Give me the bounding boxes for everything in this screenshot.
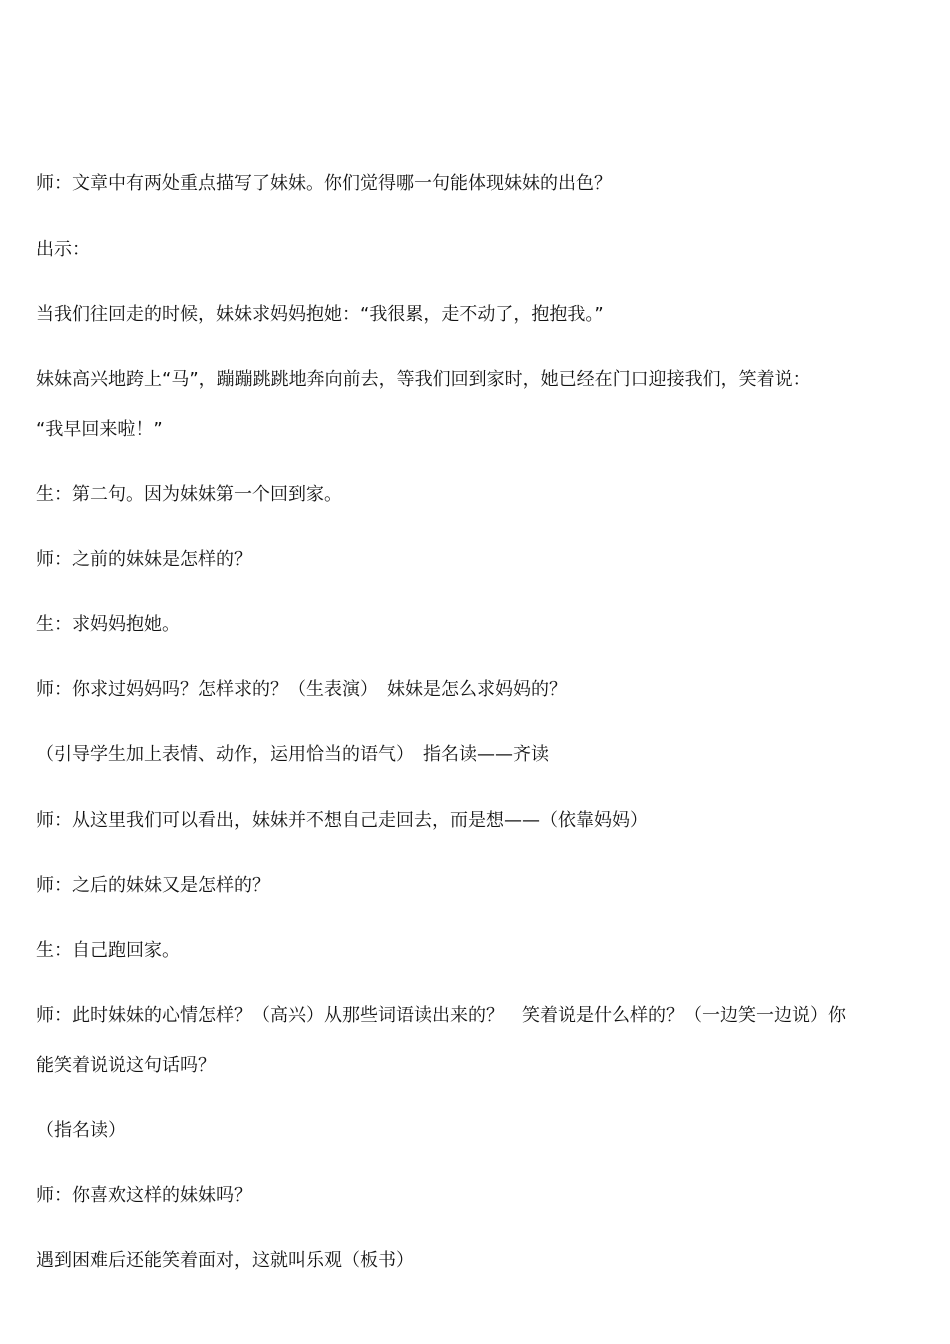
text-line: 师：你求过妈妈吗？怎样求的？（生表演） 妹妹是怎么求妈妈的？ — [36, 679, 567, 700]
text-line: “我早回来啦！” — [36, 419, 163, 440]
text-line: 生：自己跑回家。 — [36, 940, 180, 961]
text-line: 当我们往回走的时候，妹妹求妈妈抱她：“我很累，走不动了，抱抱我。” — [36, 304, 604, 325]
text-line: （指名读） — [36, 1120, 126, 1141]
text-line: 遇到困难后还能笑着面对，这就叫乐观（板书） — [36, 1250, 414, 1271]
text-line: 能笑着说说这句话吗？ — [36, 1055, 216, 1076]
text-line: 师：从这里我们可以看出，妹妹并不想自己走回去，而是想——（依靠妈妈） — [36, 810, 648, 831]
text-line: 出示： — [36, 239, 90, 260]
text-line: 妹妹高兴地跨上“马”，蹦蹦跳跳地奔向前去，等我们回到家时，她已经在门口迎接我们，笑着说： — [36, 369, 811, 390]
text-line: 师：之后的妹妹又是怎样的？ — [36, 875, 270, 896]
text-line: 师：之前的妹妹是怎样的？ — [36, 549, 252, 570]
text-line: 生：第二句。因为妹妹第一个回到家。 — [36, 484, 342, 505]
text-line: 师：文章中有两处重点描写了妹妹。你们觉得哪一句能体现妹妹的出色？ — [36, 173, 612, 194]
text-line: 师：此时妹妹的心情怎样？（高兴）从那些词语读出来的？ 笑着说是什么样的？（一边笑一边说）你 — [36, 1005, 846, 1026]
text-line: 生：求妈妈抱她。 — [36, 614, 180, 635]
text-line: （引导学生加上表情、动作，运用恰当的语气） 指名读——齐读 — [36, 744, 549, 765]
text-line: 师：你喜欢这样的妹妹吗？ — [36, 1185, 252, 1206]
